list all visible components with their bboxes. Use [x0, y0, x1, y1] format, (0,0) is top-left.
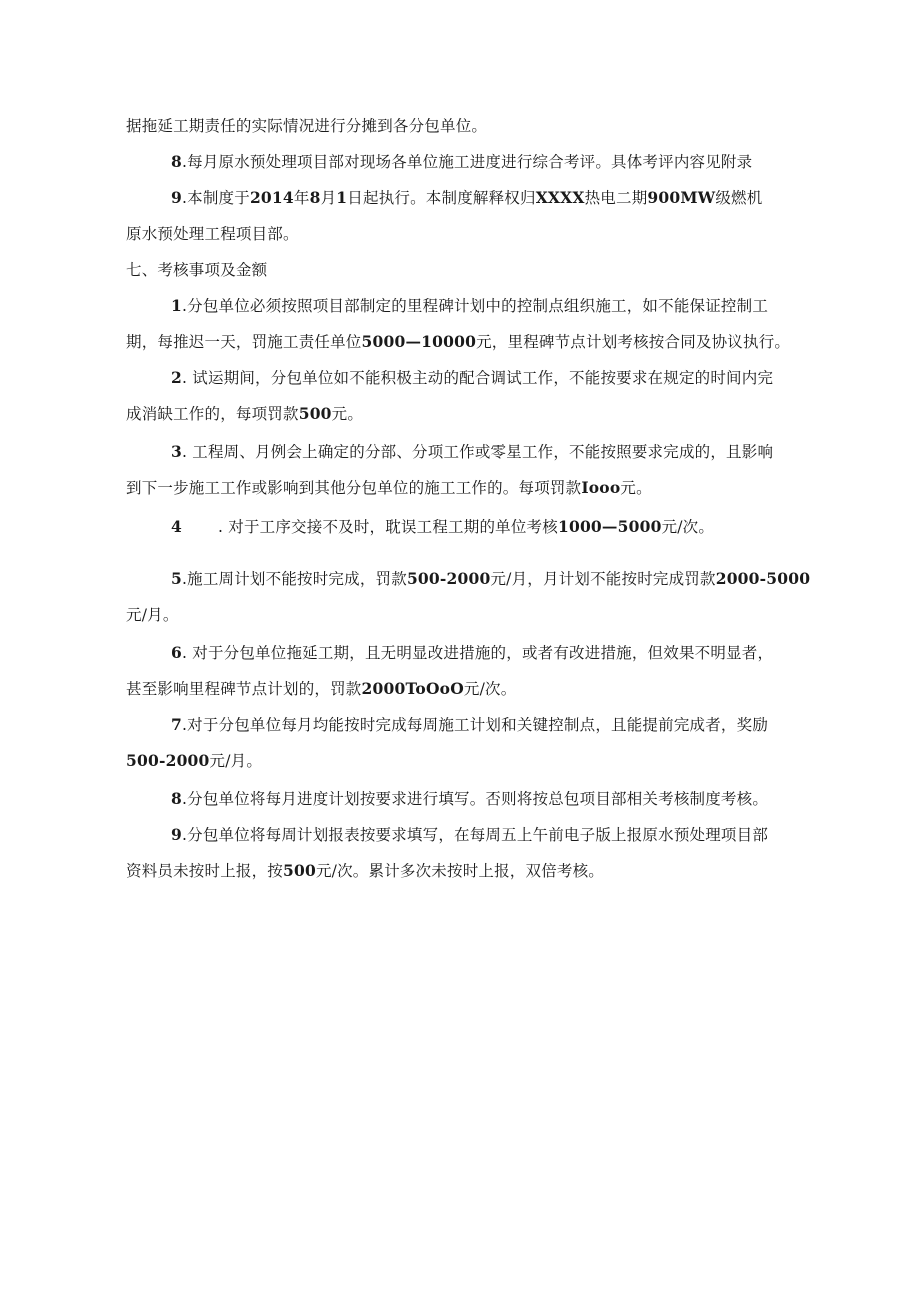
- item-7-line2: [126, 751, 262, 771]
- text: 级燃机: [715, 189, 763, 207]
- item-3-line1: [171, 442, 773, 462]
- text: 年: [293, 189, 310, 207]
- previous-rule-9-line1: [171, 188, 762, 208]
- text: .对于分包单位每月均能按时完成每周施工计划和关键控制点，且能提前完成者，奖励: [182, 716, 769, 734]
- amount: 5000—10000: [361, 332, 477, 351]
- amount: 2000ToOoO: [361, 679, 464, 698]
- text: . 对于分包单位拖延工期，且无明显改进措施的，或者有改进措施，但效果不明显者，: [182, 644, 774, 662]
- amount: 1000—5000: [557, 517, 662, 536]
- amount: Iooo: [581, 478, 621, 497]
- text: 月: [320, 189, 337, 207]
- text: . 试运期间，分包单位如不能积极主动的配合调试工作，不能按要求在规定的时间内完: [182, 369, 774, 387]
- text: 元/月。: [126, 606, 179, 624]
- text: 元/月。: [209, 752, 263, 770]
- previous-rule-9-line2: [126, 224, 299, 244]
- text: .分包单位将每周计划报表按要求填写，在每周五上午前电子版上报原水预处理项目部: [182, 826, 769, 844]
- text: .分包单位必须按照项目部制定的里程碑计划中的控制点组织施工，如不能保证控制工: [182, 297, 769, 315]
- text: 元/次。累计多次未按时上报，双倍考核。: [315, 862, 605, 880]
- item-number: 1: [171, 296, 182, 315]
- text: 到下一步施工工作或影响到其他分包单位的施工工作的。每项罚款: [126, 479, 582, 497]
- rule-number: 9: [171, 188, 182, 207]
- item-1-line1: [171, 296, 768, 316]
- text: 资料员未按时上报，按: [126, 862, 284, 880]
- amount: 500-2000: [406, 569, 491, 588]
- day: 1: [336, 188, 348, 207]
- item-number: 2: [171, 368, 182, 387]
- item-5-line1: [171, 569, 810, 589]
- item-number: 9: [171, 825, 182, 844]
- text: 元/次。: [661, 518, 715, 536]
- item-9-line2: [126, 861, 604, 881]
- item-number: 8: [171, 789, 182, 808]
- item-4-line1: [171, 517, 714, 537]
- item-number: 5: [171, 569, 182, 588]
- text: .分包单位将每月进度计划按要求进行填写。否则将按总包项目部相关考核制度考核。: [182, 790, 769, 808]
- item-6-line1: [171, 643, 773, 663]
- amount: 500-2000: [126, 751, 210, 770]
- item-2-line2: [126, 404, 363, 424]
- intro-continuation: [126, 116, 487, 136]
- rule-text: .每月原水预处理项目部对现场各单位施工进度进行综合考评。具体考评内容见附录: [182, 153, 753, 171]
- text: 元。: [331, 405, 364, 423]
- text: 日起执行。本制度解释权归: [347, 189, 536, 207]
- text: 元，里程碑节点计划考核按合同及协议执行。: [476, 333, 791, 351]
- text: . 对于工序交接不及时，耽误工程工期的单位考核: [218, 518, 558, 536]
- text: 元/次。: [463, 680, 517, 698]
- item-number: 7: [171, 715, 182, 734]
- capacity: 900MW: [647, 188, 716, 207]
- section-heading: 七、考核事项及金额: [126, 261, 268, 279]
- year: 2014: [249, 188, 294, 207]
- text: 热电二期: [584, 189, 648, 207]
- item-6-line2: [126, 679, 516, 699]
- item-5-line2: [126, 605, 179, 625]
- previous-rule-8: [171, 152, 752, 172]
- item-2-line1: [171, 368, 773, 388]
- item-1-line2: [126, 332, 790, 352]
- item-number: 6: [171, 643, 182, 662]
- item-9-line1: [171, 825, 768, 845]
- text: 据拖延工期责任的实际情况进行分摊到各分包单位。: [126, 117, 488, 135]
- rule-number: 8: [171, 152, 182, 171]
- text: 期，每推迟一天，罚施工责任单位: [126, 333, 362, 351]
- text: 成消缺工作的，每项罚款: [126, 405, 299, 423]
- item-number: 4: [171, 517, 182, 536]
- item-8-line1: [171, 789, 768, 809]
- amount: 500: [298, 404, 332, 423]
- month: 8: [309, 188, 321, 207]
- item-3-line2: [126, 478, 652, 498]
- item-number: 3: [171, 442, 182, 461]
- amount: 2000-5000: [715, 569, 811, 588]
- text: 元。: [620, 479, 652, 497]
- text: 元/月，月计划不能按时完成罚款: [490, 570, 716, 588]
- text: 原水预处理工程项目部。: [126, 225, 299, 243]
- section-title: [126, 260, 267, 280]
- text: .施工周计划不能按时完成，罚款: [182, 570, 407, 588]
- text: . 工程周、月例会上确定的分部、分项工作或零星工作，不能按照要求完成的，且影响: [182, 443, 774, 461]
- amount: 500: [283, 861, 316, 880]
- text: .本制度于: [182, 189, 250, 207]
- item-7-line1: [171, 715, 768, 735]
- text: 甚至影响里程碑节点计划的，罚款: [126, 680, 362, 698]
- company-placeholder: XXXX: [535, 188, 585, 207]
